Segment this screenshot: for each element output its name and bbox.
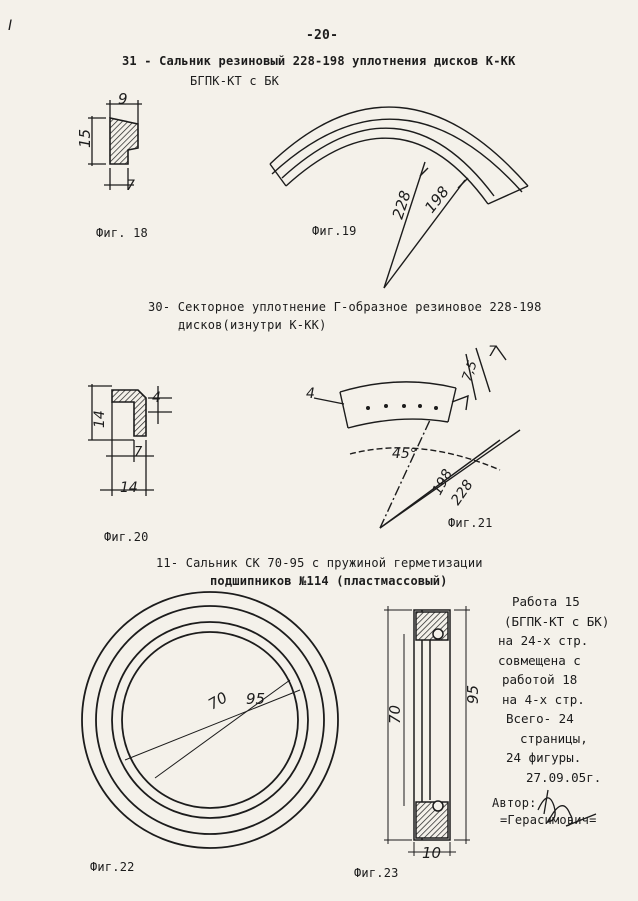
fig23-dim-10: 10 [422, 844, 442, 862]
item-30-subtitle: дисков(изнутри К-КК) [178, 318, 327, 332]
fig18-dim-7: 7 [126, 178, 135, 194]
note-line: 27.09.05г. [526, 769, 602, 785]
fig20-dim-7: 7 [134, 445, 143, 460]
note-line: Всего- 24 [506, 711, 574, 726]
fig22-dim-70: 70 [205, 688, 231, 714]
fig21-dim-228: 228 [448, 477, 477, 509]
fig21-dim-45: 45° [392, 446, 417, 462]
note-line: 24 фигуры. [506, 750, 582, 765]
fig20-caption: Фиг.20 [104, 530, 149, 544]
fig23-section [384, 606, 470, 856]
item-30-title: 30- Секторное уплотнение Г-образное резиновое 228-198 [148, 300, 542, 314]
fig22-ring [82, 592, 338, 848]
fig20-dim-14-vertical: 14 [92, 410, 108, 428]
fig23-caption: Фиг.23 [354, 866, 399, 880]
item-11-title: 11- Сальник СК 70-95 с пружиной герметизации [156, 556, 483, 570]
fig18-caption: Фиг. 18 [96, 226, 148, 240]
fig20-dim-4: 4 [152, 390, 161, 406]
fig20-profile [112, 390, 146, 436]
fig21-dim-7: 7 [488, 344, 497, 360]
author-name: =Герасимович= [500, 813, 597, 827]
fig19-caption: Фиг.19 [312, 224, 357, 238]
fig20-dim-14-horizontal: 14 [120, 480, 138, 496]
fig18-dim-9: 9 [118, 90, 128, 108]
note-line: на 4-х стр. [502, 691, 585, 707]
fig21-holes [366, 404, 438, 410]
fig21-sector-seal [314, 346, 520, 528]
fig22-caption: Фиг.22 [90, 860, 135, 874]
note-line: Работа 15 [512, 594, 580, 609]
fig21-caption: Фиг.21 [448, 516, 493, 530]
fig21-dim-198: 198 [429, 466, 457, 498]
item-31-subtitle: БГПК-КТ с БК [190, 74, 280, 88]
note-line: работой 18 [502, 672, 578, 687]
page-number: -20- [306, 28, 339, 43]
margin-mark: I [8, 18, 13, 34]
author-label: Автор: [492, 796, 537, 810]
fig23-dim-95: 95 [464, 684, 482, 704]
note-line: на 24-х стр. [498, 633, 589, 648]
item-11-subtitle: подшипников №114 (пластмассовый) [210, 574, 448, 588]
fig21-dim-7-5: 7,5 [459, 358, 481, 384]
item-31-title: 31 - Сальник резиновый 228-198 уплотнения дисков К-КК [122, 54, 516, 68]
fig19-dim-228: 228 [388, 188, 415, 222]
note-line: страницы, [520, 730, 588, 746]
fig21-dim-4: 4 [306, 386, 315, 402]
note-line: совмещена с [498, 652, 581, 668]
fig18-profile [110, 118, 138, 164]
fig18-dim-15: 15 [76, 128, 94, 148]
fig23-dim-70: 70 [386, 704, 404, 724]
fig22-dim-95: 95 [246, 690, 266, 708]
fig19-dim-198: 198 [420, 182, 453, 217]
author-signature [538, 790, 596, 826]
note-line: (БГПК-КТ с БК) [504, 613, 610, 629]
fig18-seal-section [88, 100, 142, 190]
